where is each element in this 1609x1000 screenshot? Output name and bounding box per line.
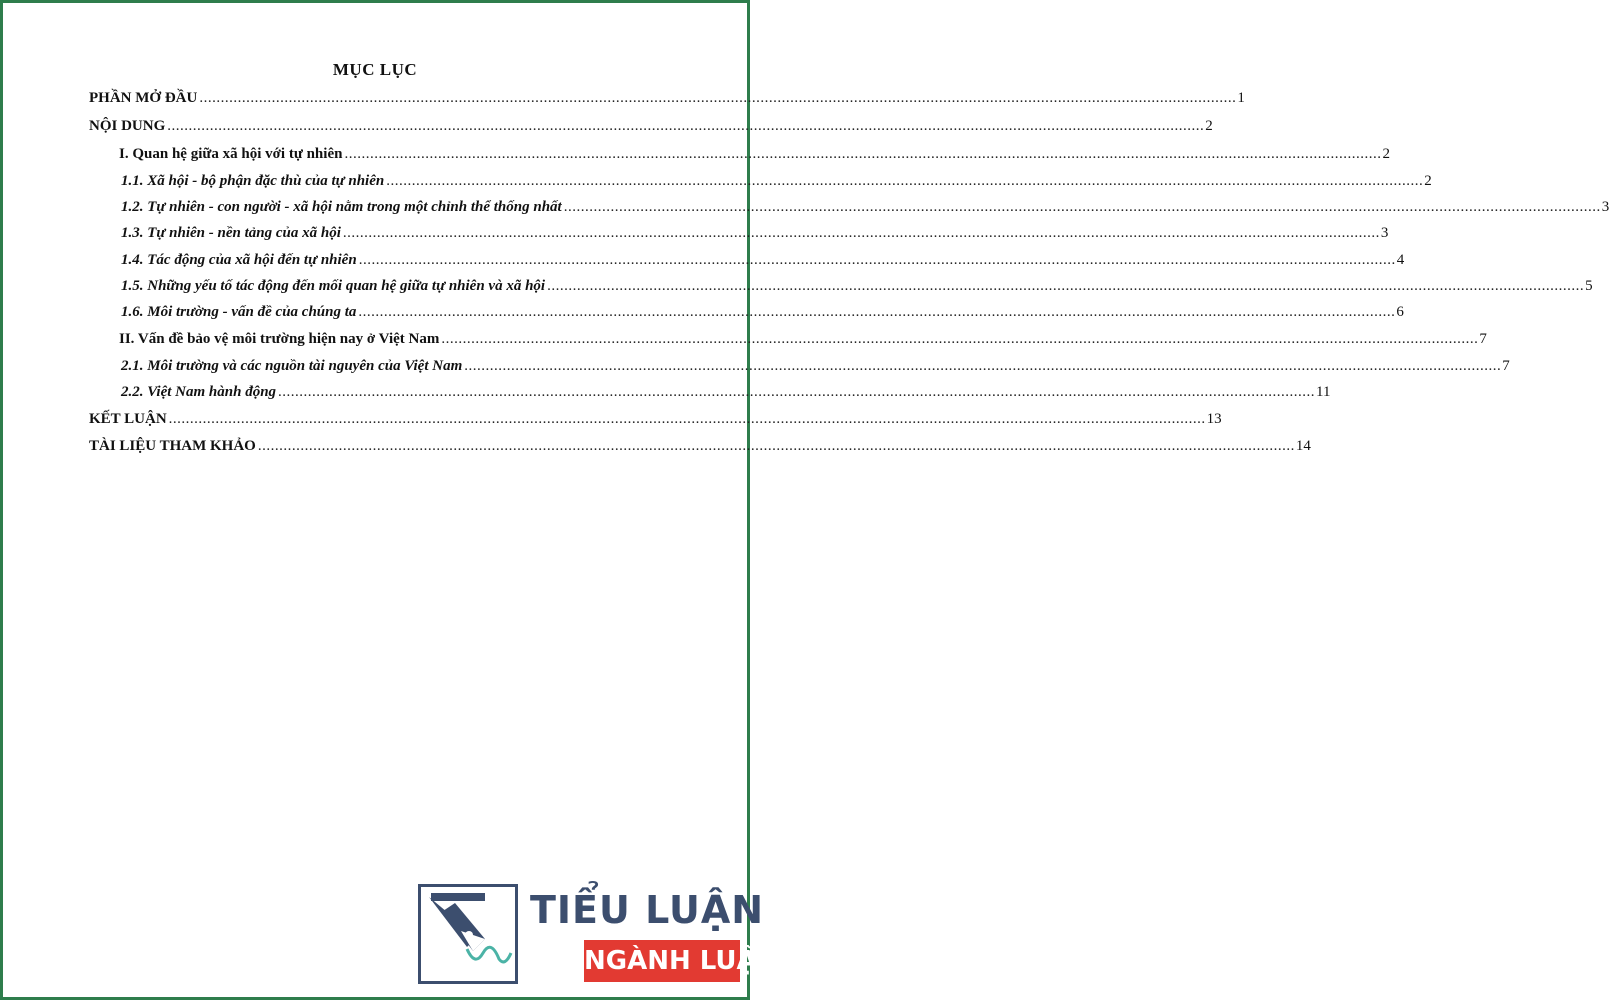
toc-title: MỤC LỤC: [332, 60, 418, 79]
toc-entry-label: 2.2. Việt Nam hành động: [121, 384, 277, 400]
toc-entry-label: NỘI DUNG: [89, 118, 166, 134]
toc-page-number: 4: [1396, 252, 1405, 268]
toc-entry-label: PHẦN MỞ ĐẦU: [89, 90, 198, 106]
toc-entry-1-5[interactable]: [121, 276, 1593, 296]
dot-leader: [278, 382, 1315, 402]
toc-entry-1-2[interactable]: [121, 197, 1609, 217]
toc-entry-2-2[interactable]: [121, 382, 1331, 402]
toc-entry-label: 1.4. Tác động của xã hội đến tự nhiên: [121, 252, 357, 268]
toc-entry-label: 1.5. Những yếu tố tác động đến mối quan hệ giữa tự nhiên và xã hội: [121, 278, 546, 294]
dot-leader: [358, 302, 1395, 322]
toc-entry-1-4[interactable]: [121, 250, 1405, 270]
toc-entry-label: 2.1. Môi trường và các nguồn tài nguyên của Việt Nam: [121, 358, 463, 374]
dot-leader: [344, 144, 1381, 164]
toc-entry-label: 1.6. Môi trường - vấn đề của chúng ta: [121, 304, 357, 320]
brand-logo: [418, 884, 775, 992]
logo-text-bottom: NGÀNH LUẬT: [584, 940, 740, 982]
pen-nib-icon: [418, 884, 518, 984]
toc-entry-tai-lieu-tham-khao[interactable]: [89, 436, 1311, 456]
toc-entry-label: I. Quan hệ giữa xã hội với tự nhiên: [119, 146, 343, 162]
toc-page-number: 2: [1382, 146, 1390, 162]
toc-page-number: 6: [1396, 304, 1404, 320]
dot-leader: [167, 116, 1204, 136]
toc-page-number: 2: [1424, 173, 1432, 189]
toc-page-number: 2: [1205, 118, 1213, 134]
dot-leader: [386, 171, 1423, 191]
toc-page-number: 13: [1206, 411, 1222, 427]
toc-entry-label: KẾT LUẬN: [89, 411, 167, 427]
toc-entry-ket-luan[interactable]: [89, 409, 1222, 429]
toc-page-number: 1: [1237, 90, 1245, 106]
dot-leader: [547, 276, 1584, 296]
toc-entry-label: TÀI LIỆU THAM KHẢO: [89, 438, 256, 454]
toc-entry-1-6[interactable]: [121, 302, 1404, 322]
toc-page-number: 5: [1585, 278, 1593, 294]
dot-leader: [199, 88, 1236, 108]
toc-entry-label: 1.1. Xã hội - bộ phận đặc thù của tự nhiên: [121, 173, 385, 189]
toc-entry-section-2[interactable]: [119, 329, 1487, 349]
toc-entry-1-1[interactable]: [121, 171, 1432, 191]
dot-leader: [441, 329, 1478, 349]
toc-page-number: 3: [1380, 225, 1389, 241]
dot-leader: [564, 197, 1601, 217]
dot-leader: [169, 409, 1206, 429]
toc-entry-label: 1.2. Tự nhiên - con người - xã hội nằm trong một chỉnh thể thống nhất: [121, 199, 562, 215]
dot-leader: [258, 436, 1295, 456]
toc-entry-label: II. Vấn đề bảo vệ môi trường hiện nay ở Việt Nam: [119, 331, 440, 347]
toc-entry-phan-mo-dau[interactable]: [89, 88, 1245, 108]
dot-leader: [359, 250, 1396, 270]
toc-page-number: 7: [1479, 331, 1487, 347]
logo-text-top: TIỂU LUẬN: [530, 888, 765, 932]
dot-leader: [464, 356, 1501, 376]
toc-entry-label: 1.3. Tự nhiên - nền tảng của xã hội: [121, 225, 341, 241]
toc-entry-noi-dung[interactable]: [89, 116, 1213, 136]
toc-page-number: 3: [1601, 199, 1609, 215]
toc-entry-1-3[interactable]: [121, 223, 1389, 243]
toc-page-number: 14: [1295, 438, 1311, 454]
toc-entry-section-1[interactable]: [119, 144, 1390, 164]
toc-entry-2-1[interactable]: [121, 356, 1510, 376]
toc-page-number: 11: [1316, 384, 1331, 400]
toc-page-number: 7: [1502, 358, 1510, 374]
dot-leader: [343, 223, 1380, 243]
